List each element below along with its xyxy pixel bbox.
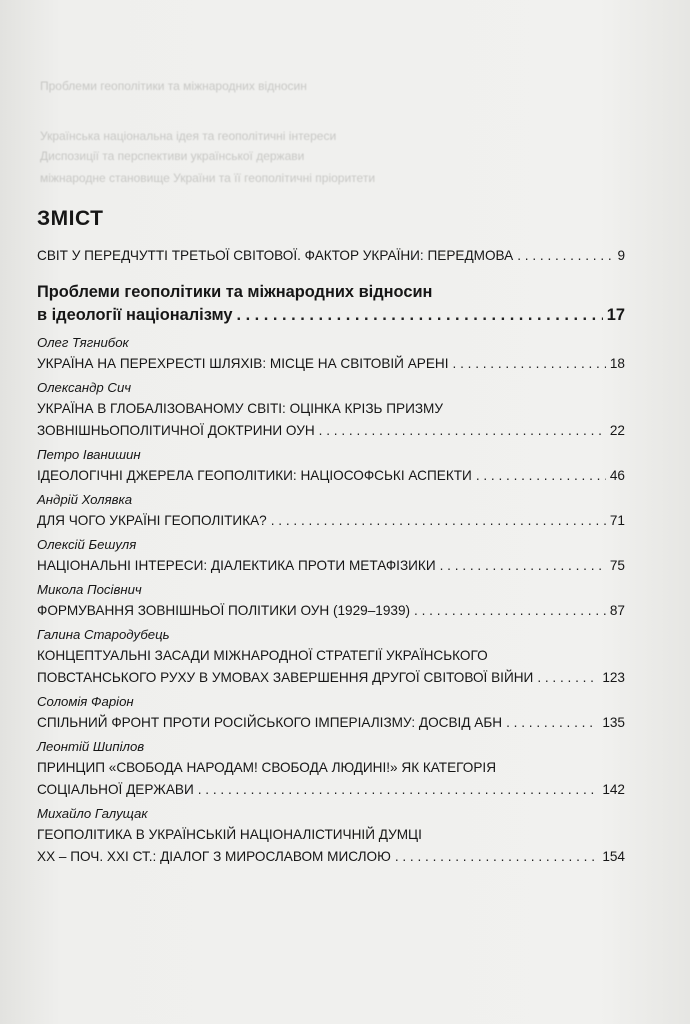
entry-author: Олег Тягнибок xyxy=(37,335,129,350)
entry-title: НАЦІОНАЛЬНІ ІНТЕРЕСИ: ДІАЛЕКТИКА ПРОТИ МЕТАФІЗИКИ xyxy=(37,558,436,573)
toc-row[interactable] xyxy=(37,779,625,801)
toc-row[interactable] xyxy=(37,600,625,622)
bleed-line: Диспозиції та перспективи української держави xyxy=(40,149,305,163)
leader-dots xyxy=(198,779,599,801)
entry-title: ФОРМУВАННЯ ЗОВНІШНЬОЇ ПОЛІТИКИ ОУН (1929–1939) xyxy=(37,603,411,618)
toc-entry[interactable] xyxy=(37,445,625,487)
page-number: 9 xyxy=(617,248,625,263)
entry-title-line2: СОЦІАЛЬНОЇ ДЕРЖАВИ xyxy=(37,782,194,797)
toc-row[interactable] xyxy=(37,465,625,487)
page-number: 22 xyxy=(609,423,625,438)
leader-dots xyxy=(271,510,606,532)
page-number: 17 xyxy=(606,306,625,324)
toc-row[interactable] xyxy=(37,420,625,442)
bleed-through-text xyxy=(40,128,670,145)
entry-title-line1: КОНЦЕПТУАЛЬНІ ЗАСАДИ МІЖНАРОДНОЇ СТРАТЕГІЇ УКРАЇНСЬКОГО xyxy=(37,648,488,663)
entry-author: Леонтій Шипілов xyxy=(37,739,145,754)
page-number: 75 xyxy=(609,558,625,573)
bleed-through-text xyxy=(40,170,670,187)
page-number: 87 xyxy=(609,603,625,618)
toc-row[interactable] xyxy=(37,667,625,689)
toc-foreword[interactable] xyxy=(37,245,625,267)
entry-title: ДЛЯ ЧОГО УКРАЇНІ ГЕОПОЛІТИКА? xyxy=(37,513,267,528)
leader-dots xyxy=(440,555,606,577)
entry-title-line1: УКРАЇНА В ГЛОБАЛІЗОВАНОМУ СВІТІ: ОЦІНКА КРІЗЬ ПРИЗМУ xyxy=(37,401,444,416)
leader-dots xyxy=(319,420,606,442)
entry-title: ІДЕОЛОГІЧНІ ДЖЕРЕЛА ГЕОПОЛІТИКИ: НАЦІОСОФСЬКІ АСПЕКТИ xyxy=(37,468,472,483)
entry-title-line2: ЗОВНІШНЬОПОЛІТИЧНОЇ ДОКТРИНИ ОУН xyxy=(37,423,315,438)
leader-dots xyxy=(236,304,602,327)
entry-author: Андрій Холявка xyxy=(37,492,133,507)
toc-section[interactable] xyxy=(37,281,625,327)
page-number: 142 xyxy=(602,782,625,797)
bleed-through-text xyxy=(40,78,670,95)
page-number: 18 xyxy=(609,356,625,371)
leader-dots xyxy=(537,667,598,689)
toc-entry[interactable] xyxy=(37,333,625,375)
toc-row[interactable] xyxy=(37,245,625,267)
entry-author: Олександр Сич xyxy=(37,380,132,395)
entry-title-line1: ГЕОПОЛІТИКА В УКРАЇНСЬКІЙ НАЦІОНАЛІСТИЧНІЙ ДУМЦІ xyxy=(37,827,422,842)
entry-title: УКРАЇНА НА ПЕРЕХРЕСТІ ШЛЯХІВ: МІСЦЕ НА СВІТОВІЙ АРЕНІ xyxy=(37,356,449,371)
toc-entry[interactable] xyxy=(37,580,625,622)
entry-author: Микола Посівнич xyxy=(37,582,142,597)
leader-dots xyxy=(476,465,606,487)
page-number: 71 xyxy=(609,513,625,528)
leader-dots xyxy=(517,245,613,267)
toc-entry[interactable] xyxy=(37,692,625,734)
toc-row[interactable] xyxy=(37,510,625,532)
entry-title-line2: XX – ПОЧ. XXI СТ.: ДІАЛОГ З МИРОСЛАВОМ МИСЛОЮ xyxy=(37,849,391,864)
table-of-contents xyxy=(37,207,625,870)
bleed-through-text xyxy=(40,148,670,165)
toc-entry[interactable] xyxy=(37,490,625,532)
toc-entry[interactable] xyxy=(37,625,625,689)
section-title-line2: в ідеології націоналізму xyxy=(37,306,233,324)
bleed-line: Українська національна ідея та геополітичні інтереси xyxy=(40,129,337,143)
toc-entry[interactable] xyxy=(37,804,625,868)
entry-title: СВІТ У ПЕРЕДЧУТТІ ТРЕТЬОЇ СВІТОВОЇ. ФАКТОР УКРАЇНИ: ПЕРЕДМОВА xyxy=(37,248,514,263)
toc-row[interactable] xyxy=(37,712,625,734)
leader-dots xyxy=(414,600,606,622)
page-number: 135 xyxy=(602,715,625,730)
bleed-line: міжнародне становище України та її геополітичні пріоритети xyxy=(40,171,376,185)
page-number: 154 xyxy=(602,849,625,864)
section-title-line1: Проблеми геополітики та міжнародних відносин xyxy=(37,283,433,301)
entry-title-line2: ПОВСТАНСЬКОГО РУХУ В УМОВАХ ЗАВЕРШЕННЯ ДРУГОЇ СВІТОВОЇ ВІЙНИ xyxy=(37,670,534,685)
leader-dots xyxy=(395,846,598,868)
entry-title-line1: ПРИНЦИП «СВОБОДА НАРОДАМ! СВОБОДА ЛЮДИНІ!» ЯК КАТЕГОРІЯ xyxy=(37,760,497,775)
page-number: 46 xyxy=(609,468,625,483)
entry-author: Олексій Бешуля xyxy=(37,537,137,552)
entry-author: Петро Іванишин xyxy=(37,447,141,462)
bleed-line: Проблеми геополітики та міжнародних відносин xyxy=(40,79,307,93)
toc-entry[interactable] xyxy=(37,737,625,801)
toc-heading: ЗМІСТ xyxy=(37,207,104,230)
entry-author: Михайло Галущак xyxy=(37,806,148,821)
toc-entry[interactable] xyxy=(37,378,625,442)
toc-row[interactable] xyxy=(37,353,625,375)
toc-row[interactable] xyxy=(37,846,625,868)
toc-entry[interactable] xyxy=(37,535,625,577)
toc-row[interactable] xyxy=(37,555,625,577)
page-number: 123 xyxy=(602,670,625,685)
leader-dots xyxy=(506,712,598,734)
entry-author: Галина Стародубець xyxy=(37,627,170,642)
entry-author: Соломія Фаріон xyxy=(37,694,134,709)
entry-title: СПІЛЬНИЙ ФРОНТ ПРОТИ РОСІЙСЬКОГО ІМПЕРІАЛІЗМУ: ДОСВІД АБН xyxy=(37,715,503,730)
toc-row[interactable] xyxy=(37,304,625,327)
leader-dots xyxy=(453,353,606,375)
